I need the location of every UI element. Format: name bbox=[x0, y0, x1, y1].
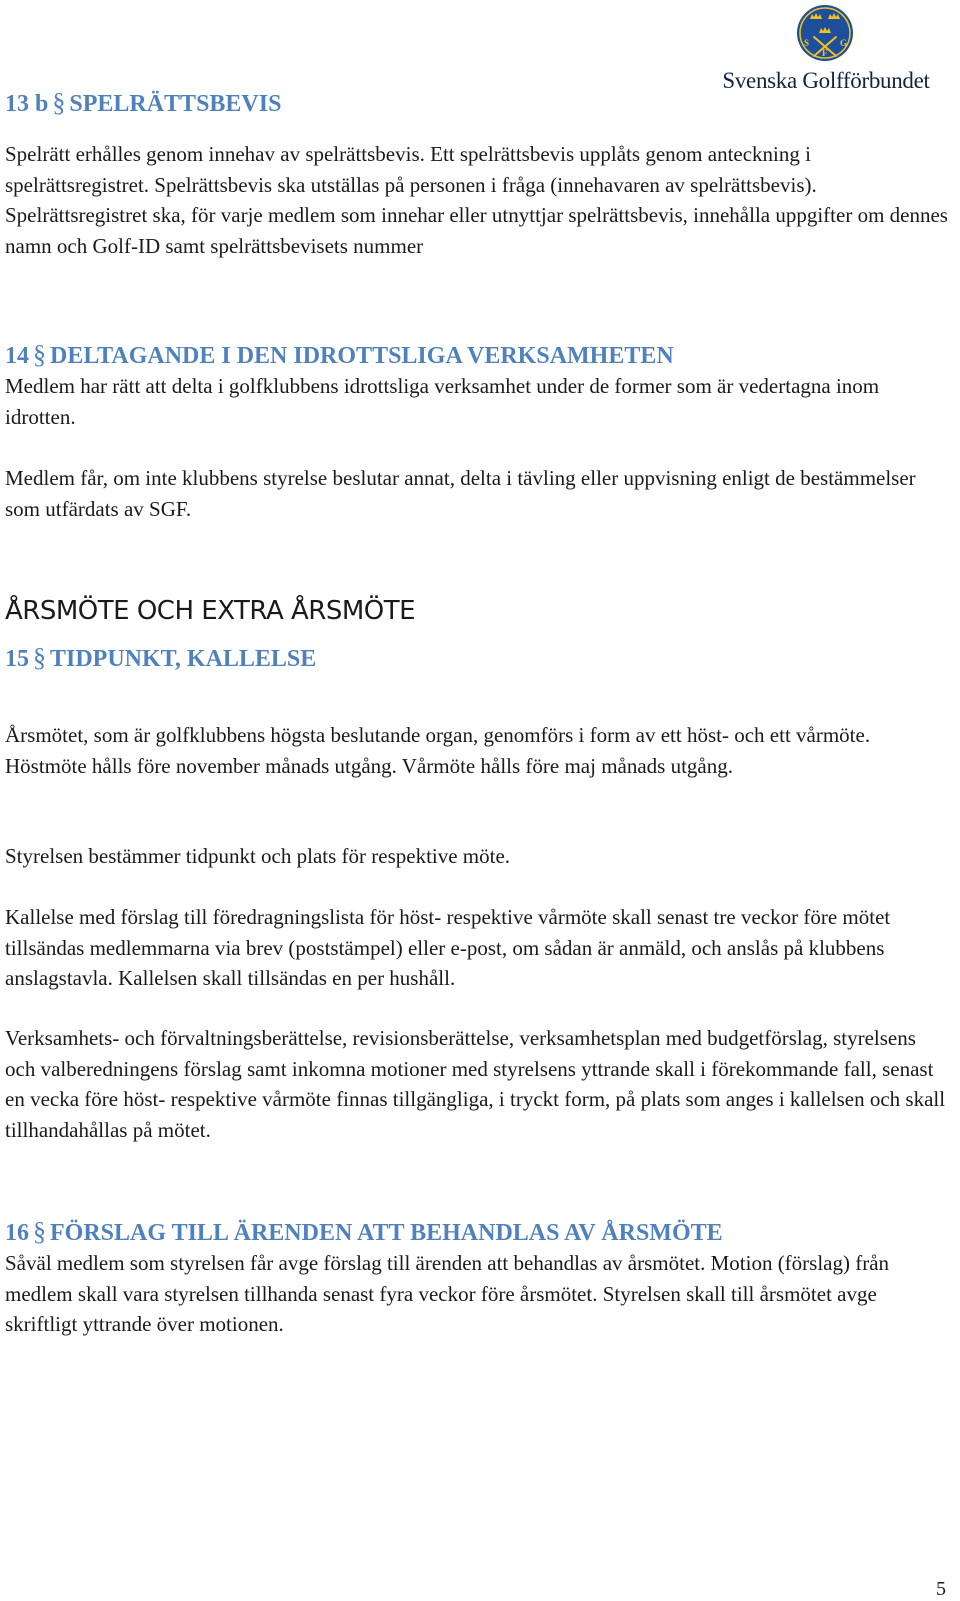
section-title: FÖRSLAG TILL ÄRENDEN ATT BEHANDLAS AV ÅRSMÖTE bbox=[50, 1220, 723, 1246]
section-13b-body: Spelrätt erhålles genom innehav av spelrättsbevis. Ett spelrättsbevis upplåts genom anteckning i spelrättsregistret. Spelrättsbevis ska utställas på personen i fråga (innehavaren av spelrättsbevis). Spelrättsregistret ska, för varje medlem som innehar eller utnyttjar spelrättsbevis, innehålla uppgifter om dennes namn och Golf-ID samt spelrättsbevisets nummer bbox=[5, 142, 948, 258]
section-number: 14 bbox=[5, 343, 29, 369]
svg-text:S: S bbox=[804, 38, 810, 48]
section-15-paragraph-4: Verksamhets- och förvaltningsberättelse, revisionsberättelse, verksamhetsplan med budgetförslag, styrelsens och valberedningens förslag samt inkomna motioner med styrelsens yttrande skall i förekommande fall, senast en vecka före höst- respektive vårmöte finnas tillgängliga, i tryckt form, på plats som anges i kallelsen och skall tillhandahållas på mötet. bbox=[5, 1026, 946, 1142]
page-number: 5 bbox=[936, 1578, 946, 1600]
svg-text:F: F bbox=[822, 48, 828, 58]
section-15-heading bbox=[5, 643, 316, 673]
paragraph-sign: § bbox=[52, 88, 66, 117]
logo-wordmark: Svenska Golfförbundet bbox=[722, 68, 930, 93]
section-14-paragraph-2: Medlem får, om inte klubbens styrelse beslutar annat, delta i tävling eller uppvisning enligt de bestämmelser som utfärdats av SGF. bbox=[5, 466, 916, 521]
section-title: TIDPUNKT, KALLELSE bbox=[50, 646, 317, 672]
section-14-heading bbox=[5, 340, 674, 370]
paragraph-sign: § bbox=[33, 1217, 46, 1246]
section-title: DELTAGANDE I DEN IDROTTSLIGA VERKSAMHETEN bbox=[50, 343, 674, 369]
section-number: 16 bbox=[5, 1220, 29, 1246]
section-15-paragraph-3: Kallelse med förslag till föredragningslista för höst- respektive vårmöte skall senast tre veckor före mötet tillsändas medlemmarna via brev (poststämpel) eller e-post, om sådan är anmäld, och anslås på klubbens anslagstavla. Kallelsen skall tillsändas en per hushåll. bbox=[5, 905, 891, 990]
section-16-body: Såväl medlem som styrelsen får avge förslag till ärenden att behandlas av årsmötet. Motion (förslag) från medlem skall vara styrelsen tillhanda senast fyra veckor före årsmötet. Styrelsen skall till årsmötet avge skriftligt yttrande över motionen. bbox=[5, 1251, 890, 1336]
section-title: SPELRÄTTSBEVIS bbox=[69, 91, 282, 117]
section-16-heading bbox=[5, 1217, 723, 1247]
svenska-golfforbundet-logo bbox=[710, 4, 942, 92]
sgf-emblem-icon bbox=[796, 4, 854, 62]
svg-text:G: G bbox=[840, 38, 848, 48]
section-number: 13 b bbox=[5, 91, 49, 117]
section-14-paragraph-1: Medlem har rätt att delta i golfklubbens idrottsliga verksamhet under de former som är vedertagna inom idrotten. bbox=[5, 374, 880, 429]
paragraph-sign: § bbox=[33, 340, 46, 369]
section-15-paragraph-2: Styrelsen bestämmer tidpunkt och plats för respektive möte. bbox=[5, 844, 511, 868]
section-15-paragraph-1: Årsmötet, som är golfklubbens högsta beslutande organ, genomförs i form av ett höst- och ett vårmöte. Höstmöte hålls före november månads utgång. Vårmöte hålls före maj månads utgång. bbox=[5, 723, 871, 778]
section-13b-heading bbox=[5, 88, 281, 118]
part-title: ÅRSMÖTE OCH EXTRA ÅRSMÖTE bbox=[5, 596, 416, 626]
paragraph-sign: § bbox=[33, 643, 46, 672]
section-number: 15 bbox=[5, 646, 29, 672]
